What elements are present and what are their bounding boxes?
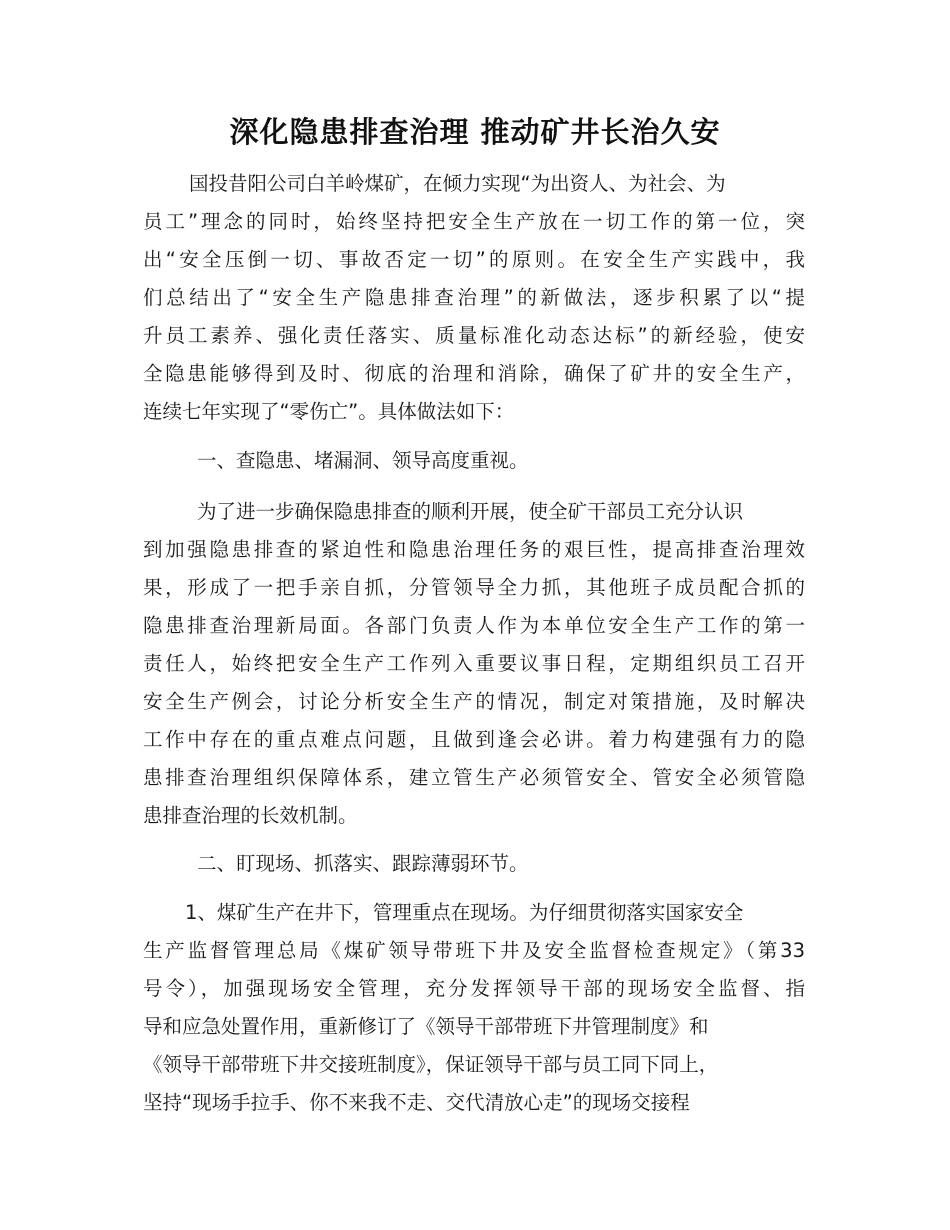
paragraph-line: 到加强隐患排查的紧迫性和隐患治理任务的艰巨性，提高排查治理效 (143, 538, 805, 561)
document-title: 深化隐患排查治理 推动矿井长治久安 (229, 115, 721, 149)
paragraph-line: 患排查治理的长效机制。 (143, 804, 358, 827)
paragraph-line: 升员工素养、强化责任落实、质量标准化动态达标”的新经验，使安 (143, 324, 805, 347)
paragraph-line: 国投昔阳公司白羊岭煤矿，在倾力实现“为出资人、为社会、为 (189, 172, 726, 195)
paragraph-line: 工作中存在的重点难点问题，且做到逢会必讲。着力构建强有力的隐 (143, 728, 805, 751)
paragraph-line: 果，形成了一把手亲自抓，分管领导全力抓，其他班子成员配合抓的 (143, 576, 805, 599)
paragraph-line: 导和应急处置作用，重新修订了《领导干部带班下井管理制度》和 (143, 1015, 709, 1038)
paragraph-line: 隐患排查治理新局面。各部门负责人作为本单位安全生产工作的第一 (143, 614, 805, 637)
paragraph-line: 责任人，始终把安全生产工作列入重要议事日程，定期组织员工召开 (143, 652, 805, 675)
paragraph-line: 安全生产例会，讨论分析安全生产的情况，制定对策措施，及时解决 (143, 690, 805, 713)
paragraph-line: 全隐患能够得到及时、彻底的治理和消除，确保了矿井的安全生产， (143, 362, 805, 385)
section-heading: 二、盯现场、抓落实、跟踪薄弱环节。 (197, 852, 529, 875)
section-heading: 一、查隐患、堵漏洞、领导高度重视。 (197, 449, 529, 472)
paragraph-line: 患排查治理组织保障体系，建立管生产必须管安全、管安全必须管隐 (143, 766, 805, 789)
paragraph-line: 连续七年实现了“零伤亡”。具体做法如下： (143, 400, 515, 423)
paragraph-line: 1、煤矿生产在井下，管理重点在现场。为仔细贯彻落实国家安全 (185, 901, 744, 924)
paragraph-line: 《领导干部带班下井交接班制度》，保证领导干部与员工同下同上， (143, 1053, 719, 1076)
paragraph-line: 号令），加强现场安全管理，充分发挥领导干部的现场安全监督、指 (143, 977, 805, 1000)
paragraph-line: 坚持“现场手拉手、你不来我不走、交代清放心走”的现场交接程 (143, 1091, 690, 1114)
paragraph-line: 出“安全压倒一切、事故否定一切”的原则。在安全生产实践中，我 (143, 248, 805, 271)
paragraph-line: 为了进一步确保隐患排查的顺利开展，使全矿干部员工充分认识 (197, 500, 744, 523)
paragraph-line: 员工”理念的同时，始终坚持把安全生产放在一切工作的第一位，突 (143, 210, 805, 233)
paragraph-line: 们总结出了“安全生产隐患排查治理”的新做法，逐步积累了以“提 (143, 286, 805, 309)
paragraph-line: 生产监督管理总局《煤矿领导带班下井及安全监督检查规定》（第33 (143, 939, 805, 962)
